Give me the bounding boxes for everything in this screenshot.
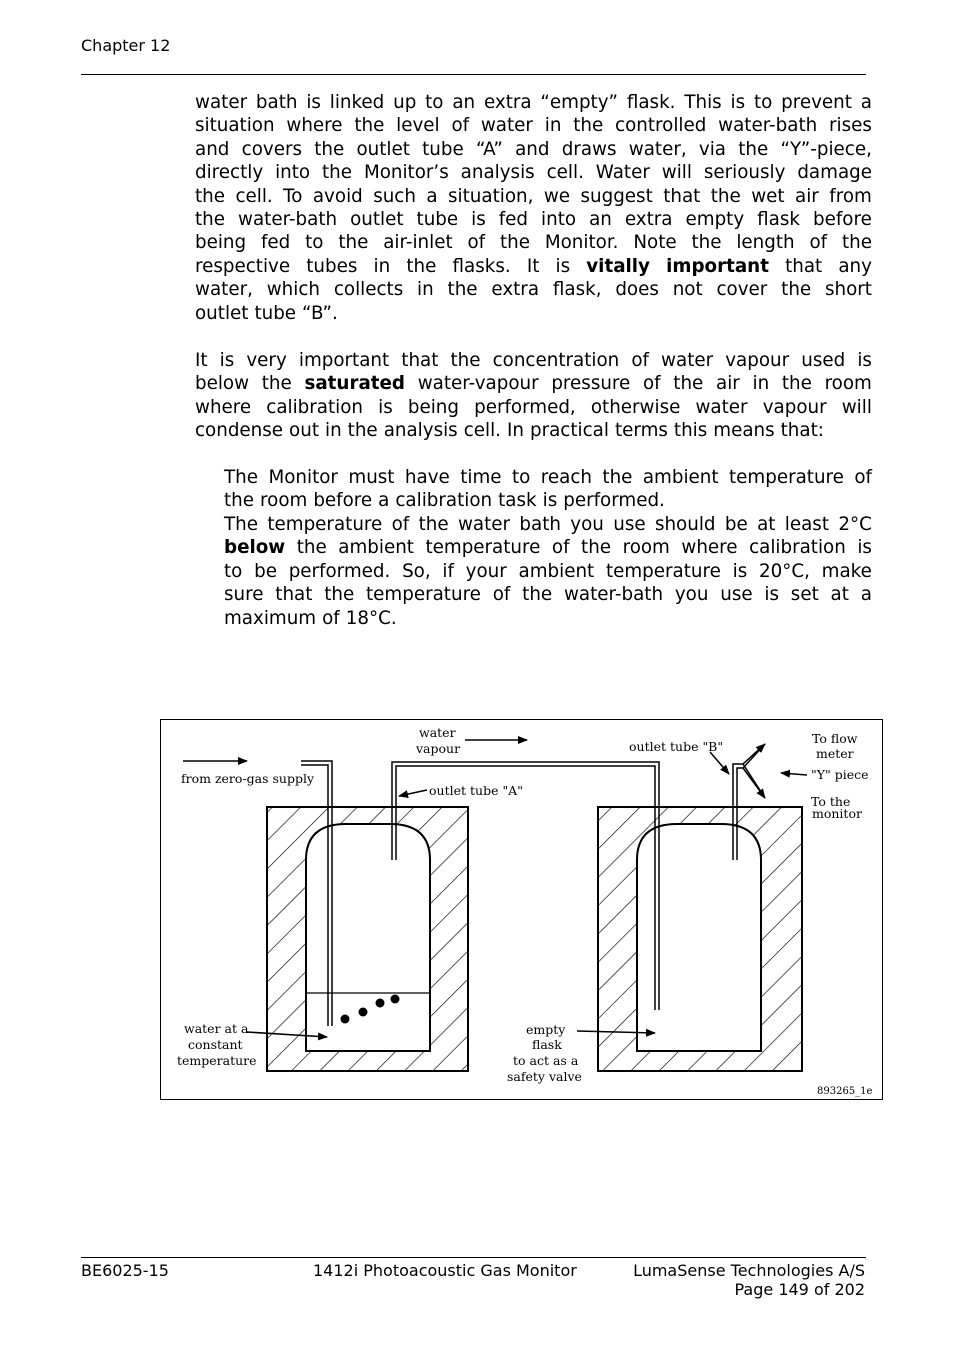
- word: use: [720, 584, 753, 606]
- word: “empty”: [540, 92, 619, 113]
- outlet-b-arrow: [710, 752, 729, 774]
- word: in: [417, 279, 434, 301]
- word: is: [857, 537, 872, 559]
- word: maximum: [224, 607, 317, 629]
- word: a: [860, 584, 872, 606]
- word: a: [378, 490, 390, 512]
- chapter-header: Chapter 12: [81, 36, 171, 55]
- word: important: [298, 350, 390, 371]
- word: is: [471, 209, 486, 231]
- word: 18°C.: [345, 607, 397, 629]
- word: be: [724, 514, 748, 535]
- word: bath: [519, 514, 561, 535]
- word: It: [195, 350, 208, 371]
- word: where: [286, 115, 343, 137]
- word: extra: [483, 92, 532, 113]
- list-item-water-bath-temp: [224, 513, 872, 630]
- word: cell.: [546, 162, 584, 184]
- word: calibration: [395, 490, 493, 512]
- word: such: [373, 185, 416, 207]
- word: Monitor: [268, 467, 338, 488]
- word: should: [654, 514, 716, 535]
- word: water: [457, 514, 511, 535]
- word: up: [393, 92, 417, 113]
- word: is: [730, 92, 746, 113]
- word: temperature: [267, 514, 383, 535]
- text-line: [195, 231, 872, 254]
- word: The: [224, 467, 259, 488]
- word: of: [322, 607, 340, 629]
- word: before: [313, 490, 373, 512]
- word: “Y”-piece,: [780, 138, 872, 160]
- word: is: [857, 350, 872, 371]
- word: fed: [260, 232, 291, 254]
- word: temperature: [605, 560, 721, 582]
- word: will: [661, 162, 692, 184]
- word: Water: [595, 162, 650, 184]
- word: fed: [498, 209, 529, 231]
- word: make: [821, 560, 872, 582]
- word: outlet: [356, 138, 410, 160]
- word: practical: [529, 420, 609, 442]
- word: performed,: [474, 396, 576, 418]
- outlet-a-arrow: [399, 790, 427, 796]
- word: where: [195, 396, 252, 418]
- word: ambient: [338, 537, 414, 559]
- word: air: [795, 185, 819, 207]
- text-line: [224, 489, 872, 512]
- word: least: [784, 514, 830, 535]
- word: the: [261, 373, 292, 395]
- word: if: [442, 560, 454, 582]
- word: is: [306, 92, 321, 113]
- word: must: [348, 467, 395, 488]
- word: of: [631, 350, 649, 371]
- word: task: [498, 490, 537, 512]
- word: which: [266, 279, 320, 301]
- text-line: [224, 536, 872, 559]
- word: water-vapour: [417, 373, 539, 395]
- word: directly: [195, 162, 264, 184]
- word: is: [732, 560, 748, 582]
- text-line: [224, 513, 872, 536]
- word: temperature: [366, 584, 481, 606]
- label-safety-valve: safety valve: [507, 1069, 582, 1084]
- word: temperature: [729, 467, 844, 488]
- text-line: [224, 466, 872, 489]
- text-line: [195, 185, 872, 208]
- word: via: [698, 138, 726, 160]
- word: the: [195, 209, 226, 231]
- word: calibration: [749, 537, 846, 559]
- label-outlet-b: outlet tube "B": [629, 739, 724, 754]
- water-bath-right: [598, 807, 802, 1071]
- text-line: [195, 396, 872, 419]
- bubble: [359, 1008, 368, 1017]
- word: ambient: [518, 560, 595, 582]
- word: the: [314, 138, 345, 160]
- text-line: [195, 419, 872, 442]
- footer-rule: [81, 1257, 866, 1258]
- word: the: [581, 537, 612, 559]
- word: of: [551, 537, 570, 559]
- word: the: [673, 373, 704, 395]
- word: of: [451, 115, 470, 137]
- word: water-bath: [718, 115, 818, 137]
- word: a: [860, 92, 872, 113]
- word: draws: [561, 138, 617, 160]
- word: water: [480, 115, 533, 137]
- word: water-bath: [563, 584, 664, 606]
- word: level: [396, 115, 440, 137]
- calibration-setup-figure: [160, 719, 883, 1100]
- word: damage: [797, 162, 872, 184]
- word: To: [283, 185, 303, 207]
- word: at: [757, 514, 776, 535]
- word: that: [663, 185, 701, 207]
- word: does: [615, 279, 659, 301]
- text-line: [195, 302, 872, 325]
- word: will: [841, 396, 872, 418]
- text-line: [195, 114, 872, 137]
- word: used: [801, 350, 846, 371]
- word: the: [406, 255, 437, 277]
- text-line: [224, 560, 872, 583]
- word: time: [460, 467, 502, 488]
- word: to: [305, 232, 324, 254]
- word: performed.: [288, 560, 391, 582]
- word: water: [695, 396, 748, 418]
- word: prevent: [781, 92, 852, 113]
- text-line: [195, 255, 872, 278]
- word: very: [246, 350, 287, 371]
- figure-id: 893265_1e: [817, 1086, 873, 1097]
- word: being: [407, 396, 459, 418]
- word: into: [275, 162, 311, 184]
- word: of: [492, 584, 511, 606]
- word: “A”: [475, 138, 503, 160]
- word: that: [785, 255, 823, 277]
- word: sure: [224, 584, 264, 606]
- text-line: [195, 138, 872, 161]
- word: the: [354, 115, 385, 137]
- word: set: [790, 584, 819, 606]
- word: cell.: [235, 185, 273, 207]
- word: air: [716, 373, 740, 395]
- word: and: [195, 138, 230, 160]
- word: the: [781, 373, 812, 395]
- word: water: [195, 92, 248, 113]
- word: have: [404, 467, 450, 488]
- word: this: [673, 420, 708, 442]
- word: water,: [628, 138, 687, 160]
- word: the: [710, 185, 741, 207]
- word: So,: [402, 560, 431, 582]
- word: that: [275, 584, 313, 606]
- bubble: [341, 1015, 350, 1024]
- text-line: [224, 607, 872, 630]
- word: tube: [422, 138, 464, 160]
- word: the: [602, 467, 633, 488]
- word: linked: [329, 92, 385, 113]
- text-line: [195, 278, 872, 301]
- word: below: [195, 373, 250, 395]
- word: 2°C: [838, 514, 872, 535]
- word: the: [691, 232, 722, 254]
- word: suggest: [580, 185, 653, 207]
- word: water: [661, 350, 714, 371]
- label-meter: meter: [816, 746, 854, 761]
- footer-company: LumaSense Technologies A/S: [633, 1261, 865, 1280]
- word: Monitor’s: [363, 162, 449, 184]
- word: room: [824, 373, 872, 395]
- label-to-flow: To flow: [812, 731, 858, 746]
- word: Note: [633, 232, 677, 254]
- word: below: [224, 537, 286, 559]
- word: “B”.: [302, 302, 338, 324]
- word: the: [418, 514, 449, 535]
- word: an: [452, 92, 476, 113]
- word: that:: [780, 420, 824, 442]
- label-from-supply: from zero-gas supply: [181, 771, 315, 786]
- header-rule: [81, 74, 866, 75]
- word: temperature: [425, 537, 541, 559]
- word: is: [378, 396, 393, 418]
- paragraph-2: [195, 349, 872, 443]
- word: pressure: [551, 373, 631, 395]
- word: vapour: [762, 396, 827, 418]
- word: the: [347, 420, 378, 442]
- text-line: [195, 161, 872, 184]
- label-to-the: To the: [811, 794, 851, 809]
- word: This: [684, 92, 722, 113]
- label-outlet-a: outlet tube "A": [429, 783, 523, 798]
- word: of: [642, 373, 661, 395]
- word: the: [738, 138, 769, 160]
- word: any: [838, 255, 872, 277]
- word: water-bath: [238, 209, 338, 231]
- word: cover: [716, 279, 768, 301]
- word: respective: [195, 255, 291, 277]
- word: outlet: [350, 209, 404, 231]
- word: room: [260, 490, 308, 512]
- word: the: [224, 490, 255, 512]
- word: into: [541, 209, 577, 231]
- word: the: [324, 584, 355, 606]
- bubble: [391, 995, 400, 1004]
- word: your: [465, 560, 507, 582]
- word: the: [781, 279, 812, 301]
- word: that: [401, 350, 439, 371]
- word: you: [674, 584, 709, 606]
- word: extra: [624, 209, 673, 231]
- word: 20°C,: [758, 560, 810, 582]
- word: you: [570, 514, 604, 535]
- word: the: [450, 350, 481, 371]
- word: vapour: [725, 350, 790, 371]
- word: in: [373, 255, 391, 277]
- word: extra: [491, 279, 540, 301]
- word: the: [499, 232, 530, 254]
- calibration-setup-diagram: [161, 720, 884, 1101]
- text-line: [195, 349, 872, 372]
- word: of: [467, 232, 486, 254]
- word: in: [325, 420, 342, 442]
- word: reach: [540, 467, 592, 488]
- word: the: [447, 279, 478, 301]
- word: cell.: [463, 420, 501, 442]
- label-temperature: temperature: [177, 1053, 257, 1068]
- word: flasks.: [452, 255, 511, 277]
- text-line: [195, 372, 872, 395]
- label-monitor: monitor: [812, 806, 862, 821]
- word: the: [522, 584, 553, 606]
- word: important: [666, 255, 769, 277]
- word: In: [507, 420, 524, 442]
- word: performed.: [563, 490, 665, 512]
- label-water: water: [419, 725, 456, 740]
- text-line: [195, 208, 872, 231]
- text-line: [195, 91, 872, 114]
- word: is: [219, 350, 235, 371]
- word: The: [224, 514, 259, 535]
- footer-doc-number: BE6025-15: [81, 1261, 169, 1280]
- label-water-at: water at a: [184, 1021, 249, 1036]
- word: not: [672, 279, 703, 301]
- word: condense: [195, 420, 284, 442]
- word: short: [825, 279, 872, 301]
- word: is: [555, 255, 571, 277]
- word: avoid: [312, 185, 363, 207]
- footer-page-number: Page 149 of 202: [734, 1280, 865, 1299]
- word: to: [511, 467, 531, 488]
- word: the: [322, 162, 353, 184]
- word: length: [736, 232, 795, 254]
- word: before: [813, 209, 872, 231]
- word: It: [526, 255, 540, 277]
- word: water,: [195, 279, 253, 301]
- word: situation: [195, 115, 275, 137]
- word: controlled: [615, 115, 707, 137]
- label-flask: flask: [532, 1037, 562, 1052]
- word: situation,: [448, 185, 534, 207]
- word: is: [542, 490, 558, 512]
- word: flask.: [626, 92, 676, 113]
- word: of: [391, 514, 410, 535]
- word: Monitor.: [544, 232, 619, 254]
- word: to: [753, 92, 773, 113]
- word: saturated: [304, 373, 406, 395]
- word: at: [830, 584, 849, 606]
- word: the: [195, 185, 226, 207]
- word: empty: [685, 209, 745, 231]
- word: seriously: [703, 162, 786, 184]
- word: analysis: [383, 420, 458, 442]
- footer-product: 1412i Photoacoustic Gas Monitor: [313, 1261, 577, 1280]
- word: tube: [254, 302, 297, 324]
- label-empty: empty: [526, 1022, 566, 1037]
- word: being: [195, 232, 247, 254]
- label-y-piece: "Y" piece: [811, 767, 869, 782]
- word: to: [425, 92, 444, 113]
- word: concentration: [492, 350, 620, 371]
- label-vapour: vapour: [416, 741, 461, 756]
- label-constant: constant: [188, 1037, 243, 1052]
- word: the: [573, 115, 604, 137]
- word: is: [764, 584, 779, 606]
- word: terms: [614, 420, 668, 442]
- word: analysis: [460, 162, 535, 184]
- word: covers: [241, 138, 302, 160]
- word: tube: [416, 209, 459, 231]
- word: an: [589, 209, 612, 231]
- water-bath-left: [267, 807, 468, 1071]
- word: the: [338, 232, 369, 254]
- word: flask: [757, 209, 801, 231]
- word: where: [681, 537, 738, 559]
- word: and: [515, 138, 550, 160]
- word: room: [622, 537, 670, 559]
- bubble: [376, 999, 385, 1008]
- word: collects: [333, 279, 404, 301]
- word: from: [829, 185, 872, 207]
- word: ambient: [642, 467, 719, 488]
- word: rises: [829, 115, 872, 137]
- word: air-inlet: [383, 232, 453, 254]
- word: wet: [751, 185, 785, 207]
- word: a: [426, 185, 438, 207]
- word: the: [296, 537, 327, 559]
- word: means: [713, 420, 775, 442]
- word: outlet: [195, 302, 249, 324]
- word: in: [544, 115, 562, 137]
- word: flask,: [552, 279, 602, 301]
- word: vitally: [586, 255, 650, 277]
- paragraph-1: [195, 91, 872, 325]
- word: of: [854, 467, 872, 488]
- word: to: [224, 560, 243, 582]
- word: calibration: [266, 396, 364, 418]
- word: use: [613, 514, 646, 535]
- text-line: [224, 583, 872, 606]
- label-to-act: to act as a: [513, 1053, 579, 1068]
- word: otherwise: [590, 396, 681, 418]
- word: bath: [255, 92, 298, 113]
- y-piece-arrow: [781, 773, 807, 775]
- word: the: [841, 232, 872, 254]
- word: in: [752, 373, 770, 395]
- list-item-monitor-time: [224, 466, 872, 513]
- word: be: [254, 560, 277, 582]
- word: tubes: [306, 255, 358, 277]
- word: of: [809, 232, 828, 254]
- word: we: [543, 185, 571, 207]
- word: out: [289, 420, 319, 442]
